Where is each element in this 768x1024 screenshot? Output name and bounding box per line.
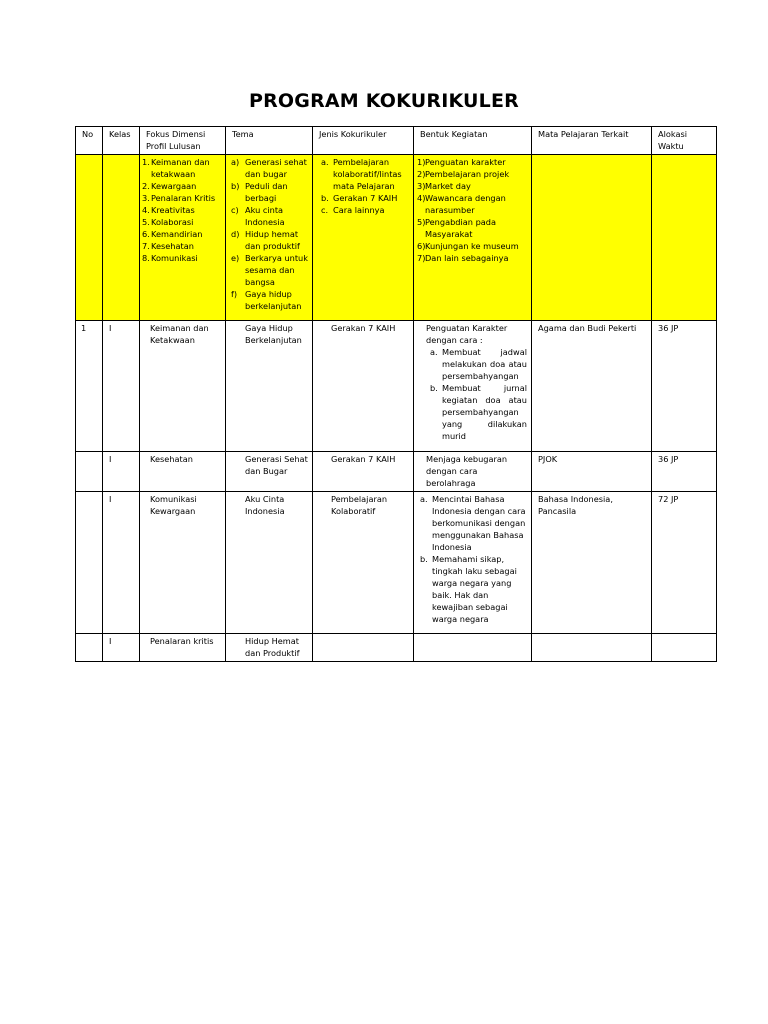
list-marker: b.: [430, 383, 438, 393]
list-item: [142, 204, 221, 216]
header-no: No: [76, 127, 103, 155]
list-marker: f): [231, 289, 238, 299]
list-item: [142, 192, 221, 204]
list-marker: c.: [321, 205, 329, 215]
reference-row: [76, 155, 717, 321]
row-mapel: Bahasa Indonesia, Pancasila: [532, 492, 652, 634]
list-text: Kreativitas: [151, 205, 195, 215]
list-marker: a.: [420, 494, 428, 504]
list-item: [231, 228, 308, 252]
list-marker: b.: [420, 554, 428, 564]
header-mapel: Mata Pelajaran Terkait: [532, 127, 652, 155]
row-fokus: Komunikasi Kewargaan: [140, 492, 226, 634]
row-jenis: Gerakan 7 KAIH: [313, 321, 414, 452]
row-mapel: PJOK: [532, 452, 652, 492]
list-item: [420, 493, 527, 553]
list-text: Memahami sikap, tingkah laku sebagai warga negara yang baik. Hak dan kewajiban sebagai warga negara: [432, 554, 517, 624]
list-text: Penalaran Kritis: [151, 193, 216, 203]
list-text: Pembelajaran projek: [425, 169, 510, 179]
jenis-options-list: [321, 156, 409, 216]
list-text: Kesehatan: [151, 241, 194, 251]
list-marker: 8.: [142, 253, 150, 263]
list-item: [417, 180, 527, 192]
list-marker: 3): [417, 181, 426, 191]
list-marker: 4): [417, 193, 426, 203]
list-item: [430, 382, 527, 442]
list-text: Pembelajaran kolaboratif/lintas mata Pelajaran: [333, 157, 402, 191]
row-jenis: [313, 634, 414, 662]
row-jenis: Gerakan 7 KAIH: [313, 452, 414, 492]
row-alokasi: 36 JP: [652, 452, 717, 492]
list-item: [417, 240, 527, 252]
list-item: [142, 252, 221, 264]
list-text: Hidup hemat dan produktif: [245, 229, 300, 251]
row-kelas: I: [103, 492, 140, 634]
bentuk-items: [420, 493, 527, 625]
table-row: [76, 452, 717, 492]
header-row: [76, 127, 717, 155]
list-item: [231, 180, 308, 204]
row-alokasi: 36 JP: [652, 321, 717, 452]
list-item: [231, 204, 308, 228]
list-marker: 1): [417, 157, 426, 167]
table-row: [76, 321, 717, 452]
list-item: [142, 180, 221, 192]
header-bentuk: Bentuk Kegiatan: [414, 127, 532, 155]
list-marker: d): [231, 229, 240, 239]
row-bentuk: [414, 321, 532, 452]
list-marker: 2.: [142, 181, 150, 191]
program-table: [75, 126, 717, 662]
list-text: Mencintai Bahasa Indonesia dengan cara berkomunikasi dengan menggunakan Bahasa Indonesia: [432, 494, 526, 552]
list-item: [142, 228, 221, 240]
row-bentuk: [414, 634, 532, 662]
row-alokasi: [652, 634, 717, 662]
row-mapel: [532, 634, 652, 662]
list-text: Gerakan 7 KAIH: [333, 193, 398, 203]
row-kelas: I: [103, 634, 140, 662]
row-kelas: I: [103, 452, 140, 492]
list-text: Penguatan karakter: [425, 157, 506, 167]
table-row: [76, 634, 717, 662]
list-text: Generasi sehat dan bugar: [245, 157, 307, 179]
list-marker: b.: [321, 193, 329, 203]
row-no: 1: [76, 321, 103, 452]
row-tema: Generasi Sehat dan Bugar: [226, 452, 313, 492]
list-marker: a): [231, 157, 240, 167]
header-jenis: Jenis Kokurikuler: [313, 127, 414, 155]
ref-mapel-cell: [532, 155, 652, 321]
list-text: Market day: [425, 181, 471, 191]
list-marker: 1.: [142, 157, 150, 167]
list-item: [417, 252, 527, 264]
ref-no-cell: [76, 155, 103, 321]
list-text: Pengabdian pada Masyarakat: [425, 217, 496, 239]
row-jenis: Pembelajaran Kolaboratif: [313, 492, 414, 634]
row-bentuk: [414, 492, 532, 634]
list-text: Peduli dan berbagi: [245, 181, 288, 203]
list-item: [321, 204, 409, 216]
list-marker: 6.: [142, 229, 150, 239]
list-marker: 2): [417, 169, 426, 179]
list-marker: a.: [321, 157, 329, 167]
ref-bentuk-cell: [414, 155, 532, 321]
list-item: [420, 553, 527, 625]
row-fokus: Kesehatan: [140, 452, 226, 492]
bentuk-options-list: [417, 156, 527, 264]
header-alokasi: Alokasi Waktu: [652, 127, 717, 155]
list-text: Berkarya untuk sesama dan bangsa: [245, 253, 308, 287]
list-text: Kewargaan: [151, 181, 197, 191]
list-item: [430, 346, 527, 382]
list-text: Membuat jadwal melakukan doa atau persembahyangan: [442, 347, 527, 381]
document-title: PROGRAM KOKURIKULER: [248, 90, 520, 112]
list-text: Cara lainnya: [333, 205, 385, 215]
list-marker: b): [231, 181, 240, 191]
ref-jenis-cell: [313, 155, 414, 321]
row-no: [76, 492, 103, 634]
list-marker: e): [231, 253, 240, 263]
ref-alokasi-cell: [652, 155, 717, 321]
list-marker: 5): [417, 217, 426, 227]
list-text: Aku cinta Indonesia: [245, 205, 285, 227]
ref-kelas-cell: [103, 155, 140, 321]
list-marker: 3.: [142, 193, 150, 203]
list-item: [417, 216, 527, 240]
list-text: Dan lain sebagainya: [425, 253, 509, 263]
row-bentuk: [414, 452, 532, 492]
bentuk-intro: Penguatan Karakter dengan cara :: [426, 323, 508, 345]
list-marker: a.: [430, 347, 438, 357]
list-item: [321, 192, 409, 204]
bentuk-items: [426, 346, 527, 442]
row-fokus: Keimanan dan Ketakwaan: [140, 321, 226, 452]
list-item: [142, 156, 221, 180]
ref-fokus-cell: [140, 155, 226, 321]
list-item: [231, 288, 308, 312]
tema-options-list: [231, 156, 308, 312]
list-item: [321, 156, 409, 192]
list-marker: 7): [417, 253, 426, 263]
list-marker: 5.: [142, 217, 150, 227]
list-item: [417, 192, 527, 216]
list-item: [231, 156, 308, 180]
list-text: Gaya hidup berkelanjutan: [245, 289, 302, 311]
row-tema: Hidup Hemat dan Produktif: [226, 634, 313, 662]
list-item: [142, 240, 221, 252]
bentuk-intro: Menjaga kebugaran dengan cara berolahraga: [426, 454, 508, 488]
list-text: Wawancara dengan narasumber: [425, 193, 506, 215]
header-kelas: Kelas: [103, 127, 140, 155]
list-text: Keimanan dan ketakwaan: [151, 157, 210, 179]
list-text: Kunjungan ke museum: [425, 241, 519, 251]
list-marker: 7.: [142, 241, 150, 251]
header-tema: Tema: [226, 127, 313, 155]
list-text: Kemandirian: [151, 229, 203, 239]
list-marker: c): [231, 205, 239, 215]
ref-tema-cell: [226, 155, 313, 321]
list-item: [231, 252, 308, 288]
row-no: [76, 452, 103, 492]
row-tema: Gaya Hidup Berkelanjutan: [226, 321, 313, 452]
table-row: [76, 492, 717, 634]
list-text: Membuat jurnal kegiatan doa atau persembahyangan yang dilakukan murid: [442, 383, 527, 441]
list-item: [417, 168, 527, 180]
row-no: [76, 634, 103, 662]
list-item: [417, 156, 527, 168]
list-marker: 6): [417, 241, 426, 251]
list-item: [142, 216, 221, 228]
row-tema: Aku Cinta Indonesia: [226, 492, 313, 634]
list-marker: 4.: [142, 205, 150, 215]
list-text: Kolaborasi: [151, 217, 194, 227]
row-alokasi: 72 JP: [652, 492, 717, 634]
row-mapel: Agama dan Budi Pekerti: [532, 321, 652, 452]
row-fokus: Penalaran kritis: [140, 634, 226, 662]
row-kelas: I: [103, 321, 140, 452]
list-text: Komunikasi: [151, 253, 198, 263]
header-fokus: Fokus Dimensi Profil Lulusan: [140, 127, 226, 155]
fokus-options-list: [142, 156, 221, 264]
